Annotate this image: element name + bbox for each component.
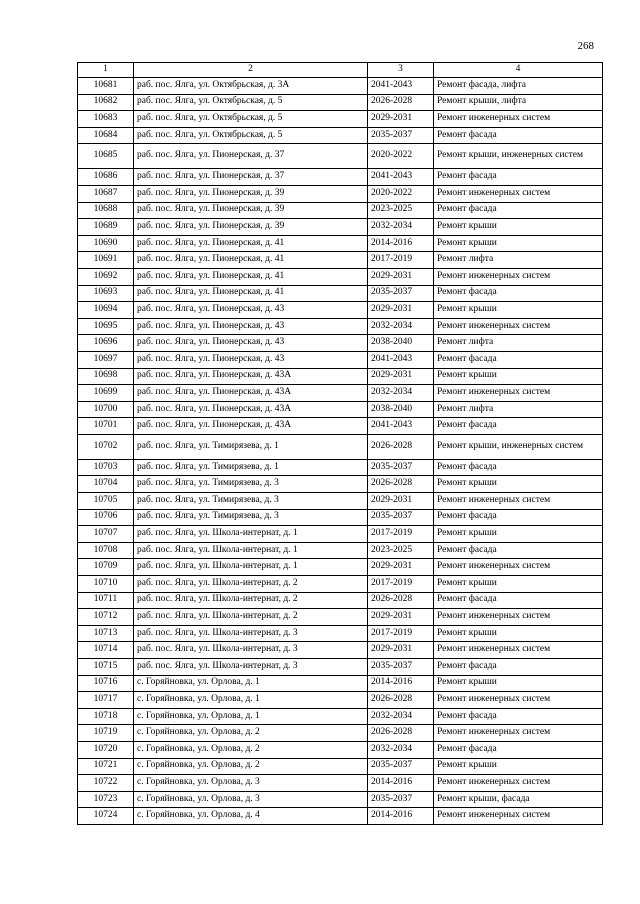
table-row xyxy=(78,675,603,692)
row-number-cell: 10721 xyxy=(78,758,134,775)
work-type-cell: Ремонт крыши xyxy=(434,235,603,252)
period-cell: 2035-2037 xyxy=(368,509,434,526)
work-type-cell: Ремонт крыши, инженерных систем xyxy=(434,434,603,459)
period-cell: 2029-2031 xyxy=(368,268,434,285)
work-type-cell: Ремонт инженерных систем xyxy=(434,642,603,659)
table-row xyxy=(78,351,603,368)
period-cell: 2020-2022 xyxy=(368,144,434,169)
address-cell: раб. пос. Ялга, ул. Тимирязева, д. 3 xyxy=(134,509,368,526)
table-row xyxy=(78,235,603,252)
row-number-cell: 10686 xyxy=(78,169,134,186)
table-row xyxy=(78,219,603,236)
table-row xyxy=(78,127,603,144)
address-cell: раб. пос. Ялга, ул. Пионерская, д. 39 xyxy=(134,202,368,219)
row-number-cell: 10720 xyxy=(78,741,134,758)
capital-repair-table xyxy=(77,62,603,825)
period-cell: 2029-2031 xyxy=(368,302,434,319)
row-number-cell: 10694 xyxy=(78,302,134,319)
table-row xyxy=(78,202,603,219)
table-row xyxy=(78,169,603,186)
address-cell: раб. пос. Ялга, ул. Пионерская, д. 43 xyxy=(134,335,368,352)
work-type-cell: Ремонт фасада xyxy=(434,351,603,368)
work-type-cell: Ремонт лифта xyxy=(434,401,603,418)
table-row xyxy=(78,385,603,402)
table-row xyxy=(78,459,603,476)
period-cell: 2029-2031 xyxy=(368,642,434,659)
table-row xyxy=(78,758,603,775)
column-header: 4 xyxy=(434,63,603,78)
address-cell: раб. пос. Ялга, ул. Пионерская, д. 41 xyxy=(134,268,368,285)
work-type-cell: Ремонт крыши xyxy=(434,526,603,543)
table-row xyxy=(78,368,603,385)
work-type-cell: Ремонт фасада xyxy=(434,285,603,302)
period-cell: 2017-2019 xyxy=(368,625,434,642)
table-row xyxy=(78,318,603,335)
row-number-cell: 10715 xyxy=(78,659,134,676)
column-header: 1 xyxy=(78,63,134,78)
address-cell: с. Горяйновка, ул. Орлова, д. 1 xyxy=(134,708,368,725)
work-type-cell: Ремонт лифта xyxy=(434,252,603,269)
work-type-cell: Ремонт инженерных систем xyxy=(434,268,603,285)
period-cell: 2032-2034 xyxy=(368,385,434,402)
period-cell: 2020-2022 xyxy=(368,185,434,202)
work-type-cell: Ремонт крыши, фасада xyxy=(434,791,603,808)
period-cell: 2023-2025 xyxy=(368,202,434,219)
table-row xyxy=(78,302,603,319)
work-type-cell: Ремонт инженерных систем xyxy=(434,725,603,742)
table-row xyxy=(78,559,603,576)
work-type-cell: Ремонт фасада xyxy=(434,418,603,435)
row-number-cell: 10710 xyxy=(78,576,134,593)
address-cell: раб. пос. Ялга, ул. Пионерская, д. 43А xyxy=(134,385,368,402)
address-cell: раб. пос. Ялга, ул. Школа-интернат, д. 2 xyxy=(134,609,368,626)
period-cell: 2041-2043 xyxy=(368,169,434,186)
work-type-cell: Ремонт крыши xyxy=(434,368,603,385)
row-number-cell: 10687 xyxy=(78,185,134,202)
period-cell: 2014-2016 xyxy=(368,808,434,825)
table-row xyxy=(78,808,603,825)
table-row xyxy=(78,268,603,285)
table-row xyxy=(78,692,603,709)
address-cell: раб. пос. Ялга, ул. Школа-интернат, д. 2 xyxy=(134,592,368,609)
address-cell: раб. пос. Ялга, ул. Тимирязева, д. 3 xyxy=(134,476,368,493)
address-cell: раб. пос. Ялга, ул. Пионерская, д. 37 xyxy=(134,144,368,169)
address-cell: с. Горяйновка, ул. Орлова, д. 2 xyxy=(134,758,368,775)
table-row xyxy=(78,185,603,202)
work-type-cell: Ремонт инженерных систем xyxy=(434,185,603,202)
address-cell: раб. пос. Ялга, ул. Пионерская, д. 39 xyxy=(134,219,368,236)
period-cell: 2035-2037 xyxy=(368,758,434,775)
work-type-cell: Ремонт инженерных систем xyxy=(434,385,603,402)
period-cell: 2023-2025 xyxy=(368,542,434,559)
table-row xyxy=(78,625,603,642)
row-number-cell: 10706 xyxy=(78,509,134,526)
row-number-cell: 10683 xyxy=(78,111,134,128)
table-row xyxy=(78,791,603,808)
row-number-cell: 10681 xyxy=(78,78,134,95)
address-cell: раб. пос. Ялга, ул. Школа-интернат, д. 1 xyxy=(134,559,368,576)
row-number-cell: 10685 xyxy=(78,144,134,169)
table-row xyxy=(78,609,603,626)
row-number-cell: 10722 xyxy=(78,775,134,792)
work-type-cell: Ремонт крыши xyxy=(434,302,603,319)
period-cell: 2041-2043 xyxy=(368,351,434,368)
row-number-cell: 10688 xyxy=(78,202,134,219)
address-cell: с. Горяйновка, ул. Орлова, д. 1 xyxy=(134,692,368,709)
row-number-cell: 10697 xyxy=(78,351,134,368)
row-number-cell: 10699 xyxy=(78,385,134,402)
address-cell: раб. пос. Ялга, ул. Пионерская, д. 39 xyxy=(134,185,368,202)
table-row xyxy=(78,434,603,459)
period-cell: 2026-2028 xyxy=(368,592,434,609)
address-cell: раб. пос. Ялга, ул. Школа-интернат, д. 1 xyxy=(134,526,368,543)
column-header: 3 xyxy=(368,63,434,78)
address-cell: раб. пос. Ялга, ул. Школа-интернат, д. 1 xyxy=(134,542,368,559)
row-number-cell: 10724 xyxy=(78,808,134,825)
address-cell: раб. пос. Ялга, ул. Пионерская, д. 41 xyxy=(134,252,368,269)
work-type-cell: Ремонт фасада xyxy=(434,127,603,144)
work-type-cell: Ремонт фасада xyxy=(434,592,603,609)
address-cell: раб. пос. Ялга, ул. Пионерская, д. 43А xyxy=(134,368,368,385)
work-type-cell: Ремонт фасада xyxy=(434,741,603,758)
period-cell: 2035-2037 xyxy=(368,285,434,302)
period-cell: 2041-2043 xyxy=(368,418,434,435)
work-type-cell: Ремонт инженерных систем xyxy=(434,692,603,709)
address-cell: раб. пос. Ялга, ул. Тимирязева, д. 1 xyxy=(134,459,368,476)
address-cell: раб. пос. Ялга, ул. Пионерская, д. 43 xyxy=(134,318,368,335)
row-number-cell: 10719 xyxy=(78,725,134,742)
row-number-cell: 10700 xyxy=(78,401,134,418)
table-row xyxy=(78,526,603,543)
row-number-cell: 10705 xyxy=(78,493,134,510)
period-cell: 2032-2034 xyxy=(368,318,434,335)
table-row xyxy=(78,493,603,510)
work-type-cell: Ремонт крыши xyxy=(434,758,603,775)
address-cell: раб. пос. Ялга, ул. Пионерская, д. 43 xyxy=(134,351,368,368)
table-row xyxy=(78,592,603,609)
address-cell: раб. пос. Ялга, ул. Пионерская, д. 41 xyxy=(134,285,368,302)
period-cell: 2029-2031 xyxy=(368,368,434,385)
address-cell: раб. пос. Ялга, ул. Пионерская, д. 41 xyxy=(134,235,368,252)
address-cell: раб. пос. Ялга, ул. Пионерская, д. 37 xyxy=(134,169,368,186)
work-type-cell: Ремонт крыши xyxy=(434,576,603,593)
period-cell: 2041-2043 xyxy=(368,78,434,95)
row-number-cell: 10682 xyxy=(78,94,134,111)
work-type-cell: Ремонт крыши xyxy=(434,219,603,236)
table-row xyxy=(78,252,603,269)
address-cell: раб. пос. Ялга, ул. Школа-интернат, д. 3 xyxy=(134,642,368,659)
row-number-cell: 10717 xyxy=(78,692,134,709)
period-cell: 2014-2016 xyxy=(368,235,434,252)
row-number-cell: 10702 xyxy=(78,434,134,459)
row-number-cell: 10695 xyxy=(78,318,134,335)
period-cell: 2032-2034 xyxy=(368,219,434,236)
page-number: 268 xyxy=(577,40,594,52)
table-row xyxy=(78,418,603,435)
address-cell: раб. пос. Ялга, ул. Школа-интернат, д. 3 xyxy=(134,659,368,676)
address-cell: с. Горяйновка, ул. Орлова, д. 4 xyxy=(134,808,368,825)
work-type-cell: Ремонт крыши xyxy=(434,675,603,692)
period-cell: 2026-2028 xyxy=(368,725,434,742)
table-row xyxy=(78,642,603,659)
row-number-cell: 10691 xyxy=(78,252,134,269)
row-number-cell: 10716 xyxy=(78,675,134,692)
address-cell: с. Горяйновка, ул. Орлова, д. 2 xyxy=(134,725,368,742)
row-number-cell: 10690 xyxy=(78,235,134,252)
work-type-cell: Ремонт инженерных систем xyxy=(434,808,603,825)
work-type-cell: Ремонт инженерных систем xyxy=(434,775,603,792)
address-cell: раб. пос. Ялга, ул. Октябрьская, д. 5 xyxy=(134,111,368,128)
table-row xyxy=(78,775,603,792)
table-row xyxy=(78,509,603,526)
table-body xyxy=(78,78,603,825)
row-number-cell: 10708 xyxy=(78,542,134,559)
row-number-cell: 10693 xyxy=(78,285,134,302)
work-type-cell: Ремонт фасада xyxy=(434,509,603,526)
period-cell: 2029-2031 xyxy=(368,559,434,576)
work-type-cell: Ремонт фасада xyxy=(434,659,603,676)
column-header: 2 xyxy=(134,63,368,78)
address-cell: с. Горяйновка, ул. Орлова, д. 3 xyxy=(134,775,368,792)
row-number-cell: 10701 xyxy=(78,418,134,435)
period-cell: 2029-2031 xyxy=(368,111,434,128)
table-row xyxy=(78,741,603,758)
address-cell: раб. пос. Ялга, ул. Пионерская, д. 43 xyxy=(134,302,368,319)
period-cell: 2014-2016 xyxy=(368,775,434,792)
work-type-cell: Ремонт лифта xyxy=(434,335,603,352)
row-number-cell: 10692 xyxy=(78,268,134,285)
period-cell: 2026-2028 xyxy=(368,434,434,459)
period-cell: 2038-2040 xyxy=(368,335,434,352)
work-type-cell: Ремонт фасада xyxy=(434,542,603,559)
period-cell: 2026-2028 xyxy=(368,476,434,493)
period-cell: 2017-2019 xyxy=(368,576,434,593)
address-cell: раб. пос. Ялга, ул. Октябрьская, д. 3А xyxy=(134,78,368,95)
row-number-cell: 10704 xyxy=(78,476,134,493)
row-number-cell: 10718 xyxy=(78,708,134,725)
row-number-cell: 10696 xyxy=(78,335,134,352)
work-type-cell: Ремонт инженерных систем xyxy=(434,559,603,576)
address-cell: раб. пос. Ялга, ул. Школа-интернат, д. 3 xyxy=(134,625,368,642)
address-cell: с. Горяйновка, ул. Орлова, д. 2 xyxy=(134,741,368,758)
table-row xyxy=(78,335,603,352)
table-row xyxy=(78,285,603,302)
period-cell: 2029-2031 xyxy=(368,493,434,510)
address-cell: раб. пос. Ялга, ул. Пионерская, д. 43А xyxy=(134,401,368,418)
period-cell: 2035-2037 xyxy=(368,791,434,808)
table-row xyxy=(78,542,603,559)
period-cell: 2026-2028 xyxy=(368,692,434,709)
period-cell: 2035-2037 xyxy=(368,127,434,144)
address-cell: раб. пос. Ялга, ул. Школа-интернат, д. 2 xyxy=(134,576,368,593)
row-number-cell: 10723 xyxy=(78,791,134,808)
work-type-cell: Ремонт крыши, инженерных систем xyxy=(434,144,603,169)
table-row xyxy=(78,401,603,418)
work-type-cell: Ремонт фасада xyxy=(434,169,603,186)
period-cell: 2038-2040 xyxy=(368,401,434,418)
row-number-cell: 10703 xyxy=(78,459,134,476)
work-type-cell: Ремонт крыши xyxy=(434,476,603,493)
work-type-cell: Ремонт крыши xyxy=(434,625,603,642)
work-type-cell: Ремонт фасада xyxy=(434,202,603,219)
table-row xyxy=(78,94,603,111)
work-type-cell: Ремонт инженерных систем xyxy=(434,609,603,626)
row-number-cell: 10698 xyxy=(78,368,134,385)
table-row xyxy=(78,576,603,593)
table-row xyxy=(78,111,603,128)
row-number-cell: 10709 xyxy=(78,559,134,576)
row-number-cell: 10714 xyxy=(78,642,134,659)
period-cell: 2035-2037 xyxy=(368,659,434,676)
table-row xyxy=(78,659,603,676)
period-cell: 2029-2031 xyxy=(368,609,434,626)
work-type-cell: Ремонт инженерных систем xyxy=(434,318,603,335)
address-cell: раб. пос. Ялга, ул. Тимирязева, д. 3 xyxy=(134,493,368,510)
row-number-cell: 10689 xyxy=(78,219,134,236)
work-type-cell: Ремонт инженерных систем xyxy=(434,111,603,128)
table-row xyxy=(78,144,603,169)
period-cell: 2017-2019 xyxy=(368,252,434,269)
row-number-cell: 10684 xyxy=(78,127,134,144)
period-cell: 2017-2019 xyxy=(368,526,434,543)
period-cell: 2014-2016 xyxy=(368,675,434,692)
period-cell: 2026-2028 xyxy=(368,94,434,111)
address-cell: раб. пос. Ялга, ул. Тимирязева, д. 1 xyxy=(134,434,368,459)
work-type-cell: Ремонт инженерных систем xyxy=(434,493,603,510)
work-type-cell: Ремонт фасада xyxy=(434,459,603,476)
address-cell: раб. пос. Ялга, ул. Пионерская, д. 43А xyxy=(134,418,368,435)
table-row xyxy=(78,708,603,725)
table-row xyxy=(78,78,603,95)
period-cell: 2035-2037 xyxy=(368,459,434,476)
table-header-row xyxy=(78,63,603,78)
row-number-cell: 10707 xyxy=(78,526,134,543)
period-cell: 2032-2034 xyxy=(368,741,434,758)
address-cell: с. Горяйновка, ул. Орлова, д. 3 xyxy=(134,791,368,808)
row-number-cell: 10712 xyxy=(78,609,134,626)
work-type-cell: Ремонт фасада xyxy=(434,708,603,725)
table-row xyxy=(78,476,603,493)
period-cell: 2032-2034 xyxy=(368,708,434,725)
work-type-cell: Ремонт фасада, лифта xyxy=(434,78,603,95)
table-row xyxy=(78,725,603,742)
row-number-cell: 10713 xyxy=(78,625,134,642)
work-type-cell: Ремонт крыши, лифта xyxy=(434,94,603,111)
address-cell: раб. пос. Ялга, ул. Октябрьская, д. 5 xyxy=(134,94,368,111)
address-cell: с. Горяйновка, ул. Орлова, д. 1 xyxy=(134,675,368,692)
address-cell: раб. пос. Ялга, ул. Октябрьская, д. 5 xyxy=(134,127,368,144)
row-number-cell: 10711 xyxy=(78,592,134,609)
